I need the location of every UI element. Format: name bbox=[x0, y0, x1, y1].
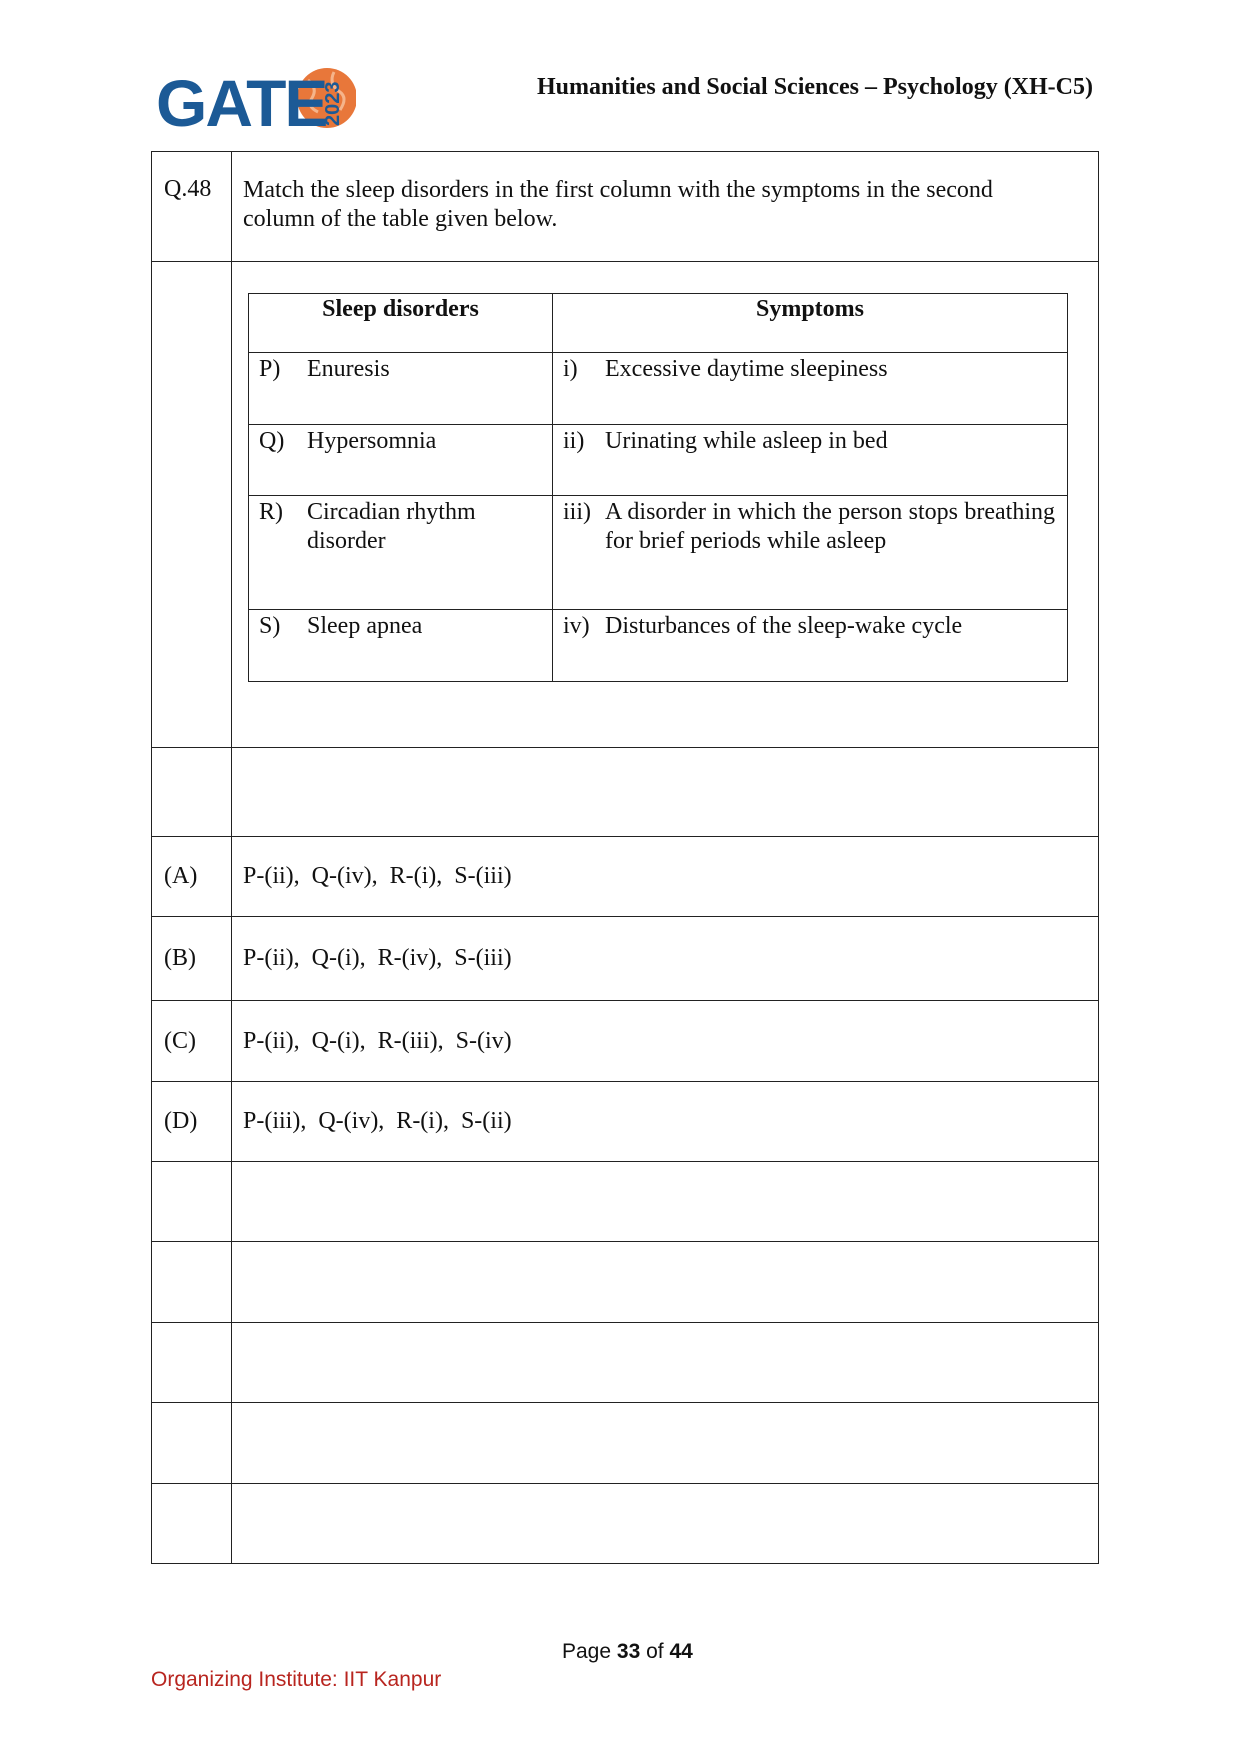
symptom-text: Urinating while asleep in bed bbox=[605, 428, 888, 454]
question-stem-cell bbox=[232, 152, 1099, 262]
row-label: i) bbox=[563, 356, 578, 382]
disorder-text: Enuresis bbox=[307, 356, 390, 382]
row-label: ii) bbox=[563, 428, 585, 454]
empty-cell bbox=[232, 1323, 1099, 1403]
empty-cell bbox=[232, 1162, 1099, 1242]
option-label-d: (D) bbox=[152, 1082, 232, 1162]
organizing-institute: Organizing Institute: IIT Kanpur bbox=[151, 1668, 442, 1691]
page-total: 44 bbox=[669, 1640, 693, 1663]
col-header-sleep-disorders: Sleep disorders bbox=[249, 294, 553, 353]
option-d[interactable]: P-(iii), Q-(iv), R-(i), S-(ii) bbox=[232, 1082, 1099, 1162]
option-label-a: (A) bbox=[152, 837, 232, 917]
empty-cell bbox=[152, 1242, 232, 1323]
row-label: iv) bbox=[563, 613, 590, 639]
empty-cell bbox=[232, 1484, 1099, 1564]
table-row bbox=[249, 353, 553, 425]
option-label-c: (C) bbox=[152, 1001, 232, 1082]
question-table bbox=[151, 151, 1099, 1564]
empty-cell bbox=[232, 748, 1099, 837]
question-number: Q.48 bbox=[152, 152, 232, 262]
table-row bbox=[249, 425, 553, 496]
empty-cell bbox=[152, 262, 232, 748]
option-c[interactable]: P-(ii), Q-(i), R-(iii), S-(iv) bbox=[232, 1001, 1099, 1082]
empty-cell bbox=[152, 1484, 232, 1564]
symptom-text: Excessive daytime sleepiness bbox=[605, 356, 888, 382]
empty-cell bbox=[232, 1403, 1099, 1484]
option-b[interactable]: P-(ii), Q-(i), R-(iv), S-(iii) bbox=[232, 917, 1099, 1001]
table-row bbox=[249, 496, 553, 610]
page-number bbox=[562, 1640, 693, 1664]
empty-cell bbox=[152, 1323, 232, 1403]
row-label: S) bbox=[259, 613, 281, 639]
disorder-text: Hypersomnia bbox=[307, 428, 437, 454]
empty-cell bbox=[152, 1403, 232, 1484]
disorder-text: Sleep apnea bbox=[307, 613, 423, 639]
page-header-title: Humanities and Social Sciences – Psychology (XH-C5) bbox=[537, 74, 1093, 100]
empty-cell bbox=[232, 1242, 1099, 1323]
empty-cell bbox=[152, 1162, 232, 1242]
gate-2023-logo bbox=[156, 60, 356, 144]
logo-text: GATE bbox=[156, 66, 327, 140]
match-table bbox=[248, 293, 1068, 682]
symptom-text: A disorder in which the person stops breathing for brief periods while asleep bbox=[605, 499, 1055, 554]
row-label: Q) bbox=[259, 428, 285, 454]
table-row bbox=[249, 610, 553, 682]
page-of: of bbox=[646, 1640, 664, 1663]
symptom-text: Disturbances of the sleep-wake cycle bbox=[605, 613, 963, 639]
col-header-symptoms: Symptoms bbox=[553, 294, 1068, 353]
empty-cell bbox=[152, 748, 232, 837]
option-label-b: (B) bbox=[152, 917, 232, 1001]
disorder-text: Circadian rhythm disorder bbox=[307, 499, 476, 554]
row-label: iii) bbox=[563, 499, 591, 525]
option-a[interactable]: P-(ii), Q-(iv), R-(i), S-(iii) bbox=[232, 837, 1099, 917]
question-stem: Match the sleep disorders in the first column with the symptoms in the second column of the table given below. bbox=[243, 177, 993, 232]
page-prefix: Page bbox=[562, 1640, 612, 1663]
logo-year: 2023 bbox=[322, 81, 344, 126]
row-label: R) bbox=[259, 499, 283, 525]
page-current: 33 bbox=[616, 1640, 641, 1663]
row-label: P) bbox=[259, 356, 281, 382]
match-table-cell bbox=[232, 262, 1099, 748]
